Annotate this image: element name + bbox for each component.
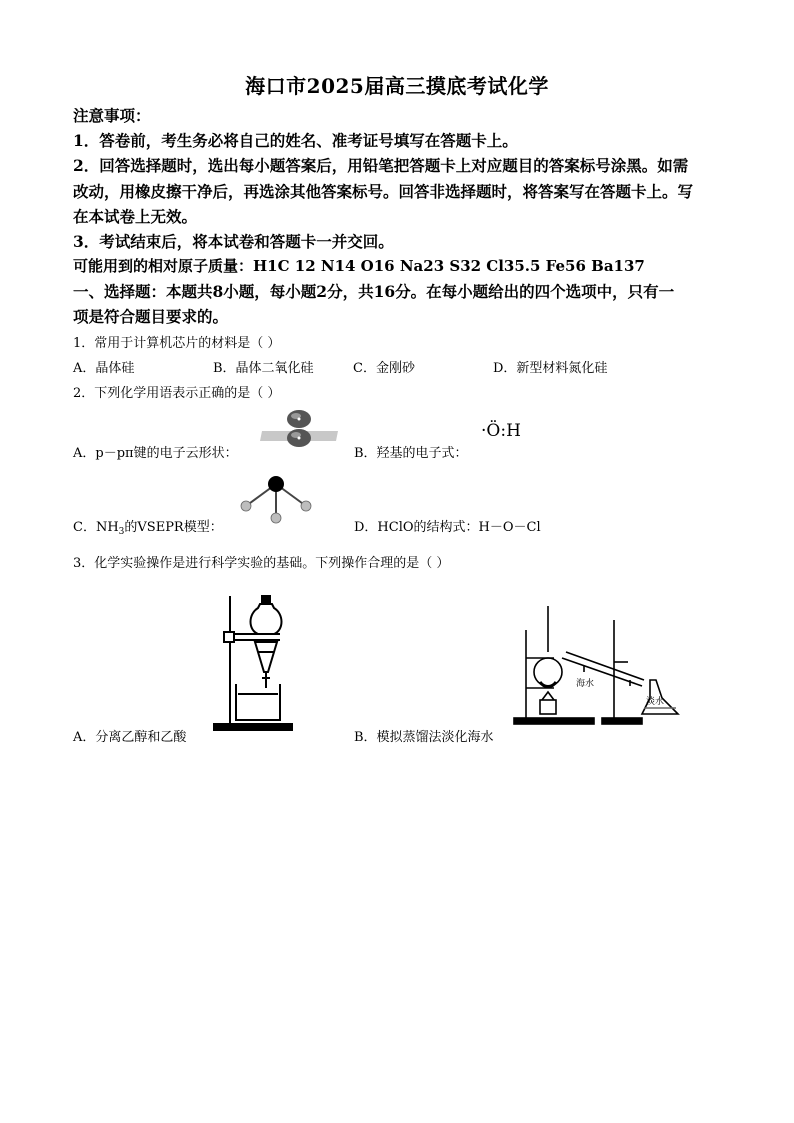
notice-heading: 注意事项：: [73, 106, 151, 125]
notice-item-2-line-1: 2．回答选择题时，选出每小题答案后，用铅笔把答题卡上对应题目的答案标号涂黑。如需: [73, 156, 689, 175]
q2-option-c-suffix: 的VSEPR模型：: [124, 520, 223, 535]
separatory-funnel-apparatus-icon: [210, 590, 296, 732]
q3-option-b: B．模拟蒸馏法淡化海水: [354, 730, 494, 745]
notice-item-3: 3．考试结束后，将本试卷和答题卡一并交回。: [73, 232, 394, 251]
notice-item-2-line-3: 在本试卷上无效。: [73, 207, 198, 226]
seawater-label: 海水: [576, 678, 595, 688]
q2-option-c-subscript: 3: [118, 527, 125, 537]
atomic-masses: 可能用到的相对原子质量：H1C 12 N14 O16 Na23 S32 Cl35.5 Fe56 Ba137: [73, 257, 645, 275]
freshwater-label: 淡水: [646, 696, 665, 706]
nh3-vsepr-model-icon: [238, 474, 314, 524]
q2-option-d: D．HClO的结构式：H－O－Cl: [354, 520, 541, 535]
section-1-line-1: 一、选择题：本题共8小题，每小题2分，共16分。在每小题给出的四个选项中，只有一: [73, 282, 675, 301]
notice-item-2-line-2: 改动，用橡皮擦干净后，再选涂其他答案标号。回答非选择题时，将答案写在答题卡上。写: [73, 182, 694, 201]
q1-option-c: C．金刚砂: [353, 361, 415, 376]
q2-option-c: [73, 516, 223, 537]
q2-option-c-prefix: C．NH: [73, 520, 119, 535]
q3-option-a: A．分离乙醇和乙酸: [73, 730, 187, 745]
q2-option-a: A．p－pπ键的电子云形状：: [73, 446, 238, 461]
q3-stem: 3．化学实验操作是进行科学实验的基础。下列操作合理的是（ ）: [73, 556, 450, 571]
hydroxyl-electron-formula: ·Ö:H: [481, 421, 521, 441]
q1-option-b: B．晶体二氧化硅: [213, 361, 314, 376]
q2-stem: 2．下列化学用语表示正确的是（ ）: [73, 386, 281, 401]
q1-option-d: D．新型材料氮化硅: [493, 361, 608, 376]
page-title: 海口市2025届高三摸底考试化学: [245, 74, 549, 98]
distillation-apparatus-icon: [510, 600, 686, 730]
p-p-pi-orbital-icon: [258, 407, 342, 449]
q1-option-a: A．晶体硅: [73, 361, 135, 376]
notice-item-1: 1．答卷前，考生务必将自己的姓名、准考证号填写在答题卡上。: [73, 131, 518, 150]
q2-option-b: B．羟基的电子式：: [354, 446, 468, 461]
q1-stem: 1．常用于计算机芯片的材料是（ ）: [73, 336, 281, 351]
section-1-line-2: 项是符合题目要求的。: [73, 307, 229, 326]
